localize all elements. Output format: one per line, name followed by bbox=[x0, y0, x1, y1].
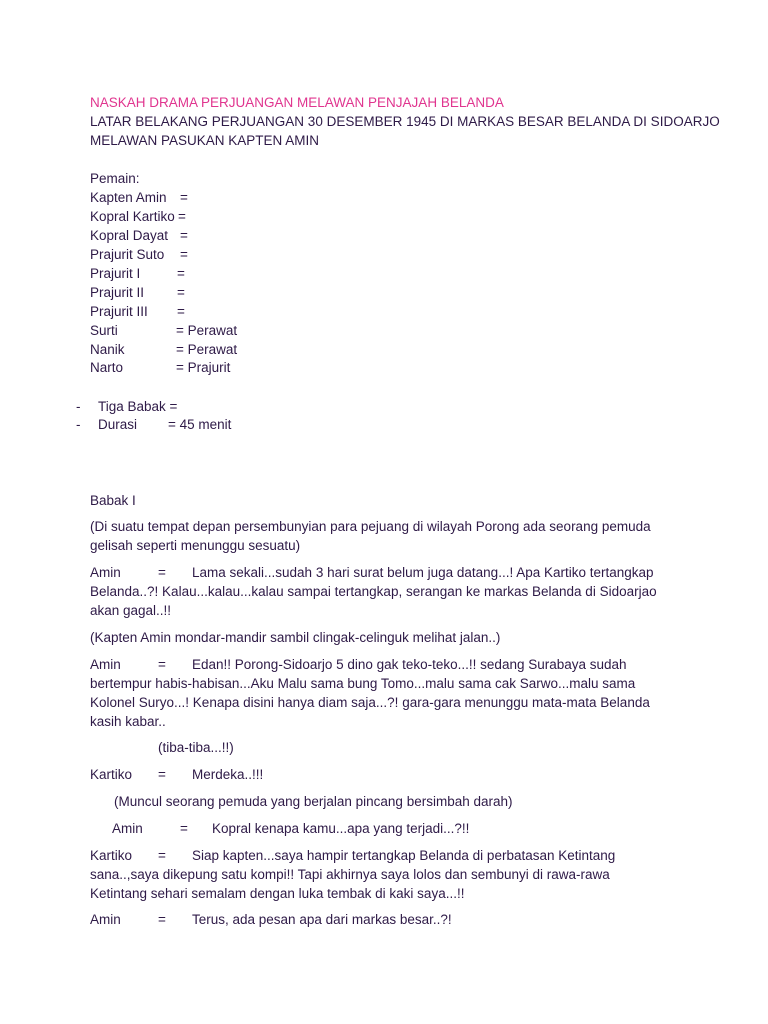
cast-name: Kopral Dayat bbox=[90, 228, 169, 243]
dialogue-text: Lama sekali...sudah 3 hari surat belum juga datang...! Apa Kartiko tertangkap bbox=[192, 565, 654, 580]
speaker-eq: = bbox=[158, 657, 166, 672]
document-title: NASKAH DRAMA PERJUANGAN MELAWAN PENJAJAH BELANDA bbox=[90, 95, 504, 110]
cast-name: Kopral Kartiko bbox=[90, 209, 175, 224]
speaker: Amin bbox=[90, 565, 121, 580]
dialogue-text: Edan!! Porong-Sidoarjo 5 dino gak teko-teko...!! sedang Surabaya sudah bbox=[192, 657, 627, 672]
cast-role: = Perawat bbox=[176, 342, 238, 357]
speaker: Amin bbox=[112, 821, 143, 836]
stage-direction: (Di suatu tempat depan persembunyian para pejuang di wilayah Porong ada seorang pemuda gelisah seperti menunggu sesuatu) bbox=[90, 519, 651, 553]
stage-direction: (Kapten Amin mondar-mandir sambil clingak-celinguk melihat jalan..) bbox=[90, 630, 501, 645]
speaker: Amin bbox=[90, 912, 121, 927]
document-subtitle-line-2: MELAWAN PASUKAN KAPTEN AMIN bbox=[90, 133, 320, 148]
speaker-eq: = bbox=[158, 767, 166, 782]
dialogue-continuation: sana..,saya dikepung satu kompi!! Tapi akhirnya saya lolos dan sembunyi di rawa-rawa Ketintang sehari semalam dengan luka tembak di kaki saya...!! bbox=[90, 867, 610, 901]
speaker: Amin bbox=[90, 657, 121, 672]
cast-name: Kapten Amin bbox=[90, 190, 167, 205]
cast-name: Prajurit I bbox=[90, 266, 141, 281]
cast-role: = bbox=[177, 285, 185, 300]
speaker: Kartiko bbox=[90, 767, 133, 782]
cast-role: = bbox=[177, 304, 185, 319]
stage-direction: (Muncul seorang pemuda yang berjalan pincang bersimbah darah) bbox=[114, 794, 513, 809]
document-subtitle-line-1: LATAR BELAKANG PERJUANGAN 30 DESEMBER 1945 DI MARKAS BESAR BELANDA DI SIDOARJO bbox=[90, 114, 720, 129]
bullet-label: Tiga Babak = bbox=[98, 399, 178, 414]
cast-role: = bbox=[178, 209, 186, 224]
bullet-value: = 45 menit bbox=[168, 417, 232, 432]
speaker: Kartiko bbox=[90, 848, 133, 863]
cast-role: = bbox=[180, 228, 188, 243]
dialogue-text: Kopral kenapa kamu...apa yang terjadi...?!! bbox=[212, 821, 470, 836]
speaker-eq: = bbox=[158, 912, 166, 927]
speaker-eq: = bbox=[180, 821, 188, 836]
speaker-eq: = bbox=[158, 848, 166, 863]
stage-direction: (tiba-tiba...!!) bbox=[158, 740, 234, 755]
cast-name: Prajurit III bbox=[90, 304, 148, 319]
cast-heading: Pemain: bbox=[90, 171, 140, 186]
bullet-dash: - bbox=[76, 417, 81, 432]
dialogue-text: Siap kapten...saya hampir tertangkap Belanda di perbatasan Ketintang bbox=[192, 848, 616, 863]
dialogue-continuation: Belanda..?! Kalau...kalau...kalau sampai tertangkap, serangan ke markas Belanda di Sidoarjao akan gagal..!! bbox=[90, 584, 657, 618]
cast-name: Surti bbox=[90, 323, 118, 338]
speaker-eq: = bbox=[158, 565, 166, 580]
cast-name: Prajurit Suto bbox=[90, 247, 165, 262]
cast-role: = bbox=[180, 247, 188, 262]
cast-role: = bbox=[180, 190, 188, 205]
cast-name: Prajurit II bbox=[90, 285, 145, 300]
cast-name: Narto bbox=[90, 360, 124, 375]
bullet-label: Durasi bbox=[98, 417, 138, 432]
dialogue-text: Terus, ada pesan apa dari markas besar..?! bbox=[192, 912, 452, 927]
cast-name: Nanik bbox=[90, 342, 125, 357]
dialogue-continuation: bertempur habis-habisan...Aku Malu sama bung Tomo...malu sama cak Sarwo...malu sama Kolonel Suryo...! Kenapa disini hanya diam saja...?! gara-gara menunggu mata-mata Belanda kasih kabar.. bbox=[90, 676, 650, 729]
cast-role: = bbox=[177, 266, 185, 281]
dialogue-text: Merdeka..!!! bbox=[192, 767, 264, 782]
act-heading: Babak I bbox=[90, 493, 136, 508]
bullet-dash: - bbox=[76, 399, 81, 414]
cast-role: = Perawat bbox=[176, 323, 238, 338]
cast-role: = Prajurit bbox=[176, 360, 231, 375]
